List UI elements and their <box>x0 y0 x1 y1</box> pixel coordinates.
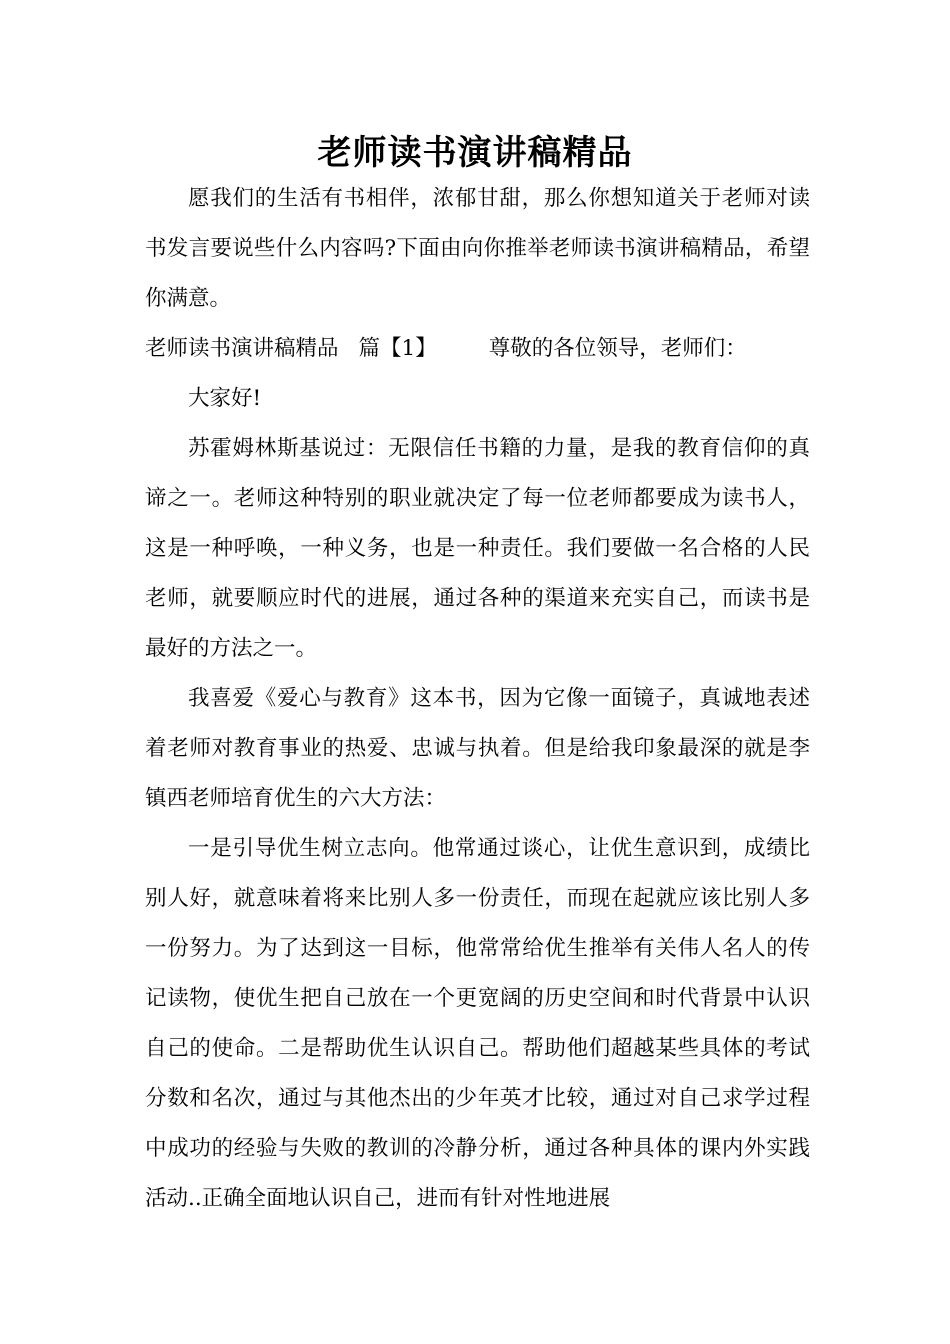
paragraph-greeting: 大家好! <box>188 386 262 411</box>
document-body <box>145 174 810 1224</box>
section-number: 篇【1】 <box>358 336 437 361</box>
section-heading <box>145 324 810 374</box>
paragraph-book: 我喜爱《爱心与教育》这本书，因为它像一面镜子，真诚地表述着老师对教育事业的热爱、忠诚与执着。但是给我印象最深的就是李镇西老师培育优生的六大方法： <box>145 686 810 811</box>
intro-paragraph: 愿我们的生活有书相伴，浓郁甘甜，那么你想知道关于老师对读书发言要说些什么内容吗?下面由向你推举老师读书演讲稿精品，希望你满意。 <box>145 186 810 311</box>
section-title: 老师读书演讲稿精品 <box>145 336 339 361</box>
paragraph-methods: 一是引导优生树立志向。他常通过谈心，让优生意识到，成绩比别人好，就意味着将来比别人多一份责任，而现在起就应该比别人多一份努力。为了达到这一目标，他常常给优生推举有关伟人名人的传记读物，使优生把自己放在一个更宽阔的历史空间和时代背景中认识自己的使命。二是帮助优生认识自己。帮助他们超越某些具体的考试分数和名次，通过与其他杰出的少年英才比较，通过对自己求学过程中成功的经验与失败的教训的冷静分析，通过各种具体的课内外实践活动..正确全面地认识自己，进而有针对性地进展 <box>145 836 810 1211</box>
salutation: 尊敬的各位领导，老师们： <box>488 336 747 361</box>
document-title: 老师读书演讲稿精品 <box>317 133 633 173</box>
paragraph-quote: 苏霍姆林斯基说过：无限信任书籍的力量，是我的教育信仰的真谛之一。老师这种特别的职业就决定了每一位老师都要成为读书人，这是一种呼唤，一种义务，也是一种责任。我们要做一名合格的人民老师，就要顺应时代的进展，通过各种的渠道来充实自己，而读书是最好的方法之一。 <box>145 436 810 661</box>
